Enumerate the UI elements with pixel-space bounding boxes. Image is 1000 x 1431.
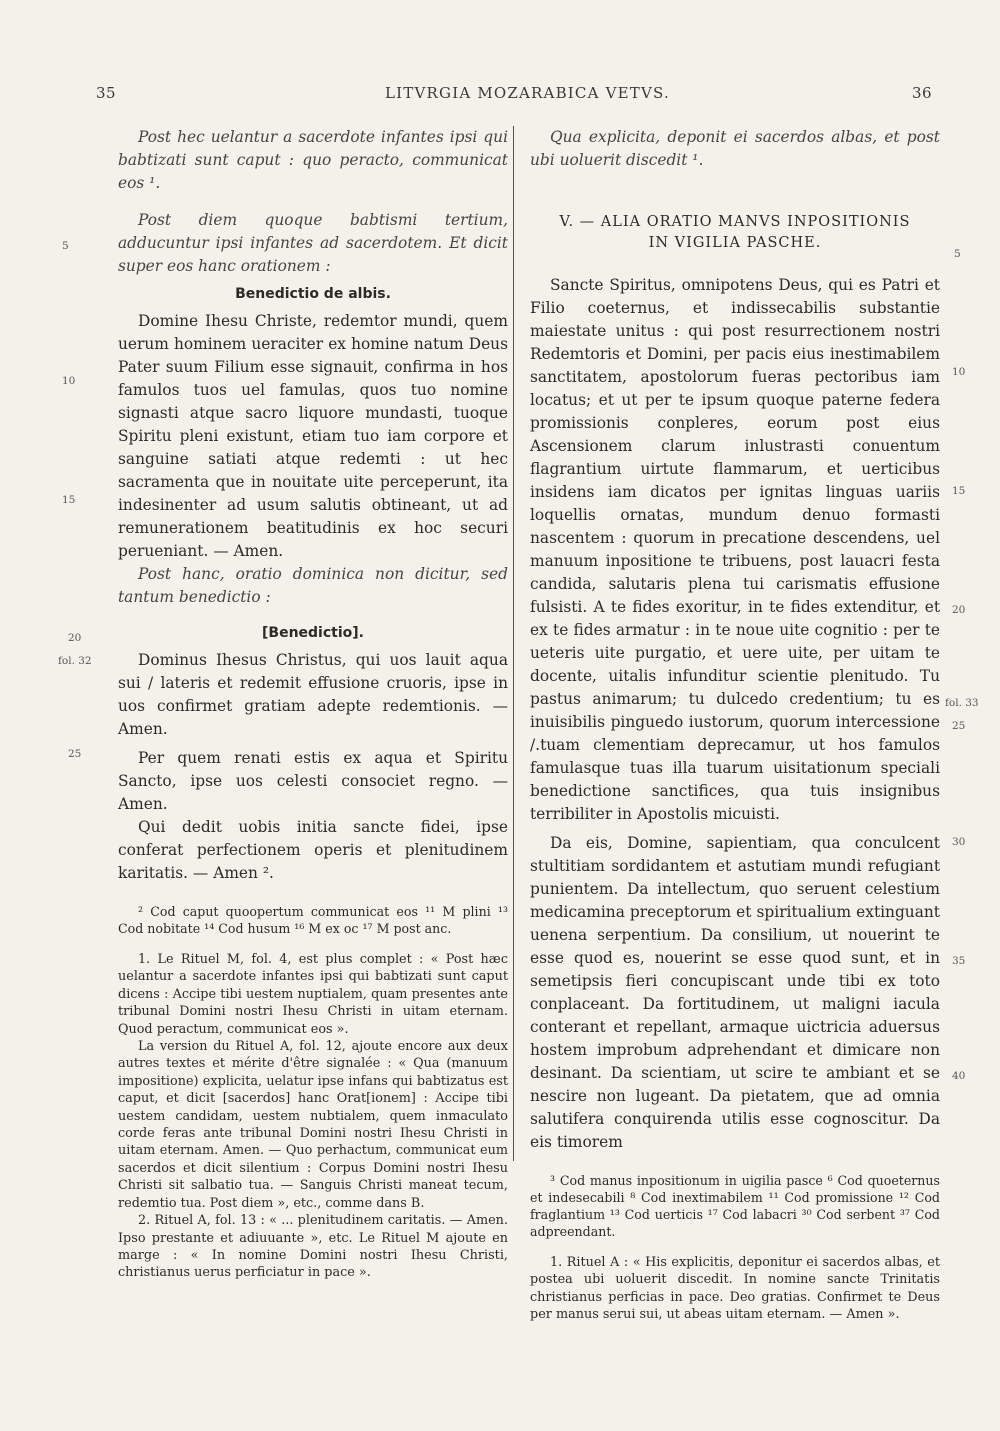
margin-line-40-right: 40 xyxy=(952,1070,966,1082)
margin-line-15-right: 15 xyxy=(952,485,966,497)
margin-line-20: 20 xyxy=(68,632,82,644)
footnote-2-left: 2. Rituel A, fol. 13 : « ... plenitudinem caritatis. — Amen. Ipso prestante et adiuuante », etc. Le Rituel M ajoute en marge : « In nomine Domini nostri Ihesu Christi, christianus uerus perficiatur in pace ». xyxy=(118,1213,508,1281)
footnote-1-right: 1. Rituel A : « His explicitis, deponitur ei sacerdos albas, et postea ubi uoluerit discedit. In nomine sancte Trinitatis christianus perficias in pace. Deo gratias. Confirmet te Deus per manus serui sui, ut abeas uitam eternam. — Amen ». xyxy=(530,1255,940,1323)
margin-line-5-right: 5 xyxy=(954,248,961,260)
section-title-v xyxy=(530,212,940,254)
rubric-veiling: Post hec uelantur a sacerdote infantes ipsi qui babtizati sunt caput : quo peracto, communicat eos ¹. xyxy=(118,128,508,192)
blessing-per-quem: Per quem renati estis ex aqua et Spiritu Sancto, ipse uos celesti consociet regno. — Amen. xyxy=(118,749,508,813)
margin-line-5: 5 xyxy=(62,240,69,252)
rubric-third-day: Post diem quoque babtismi tertium, adducuntur ipsi infantes ad sacerdotem. Et dicit super eos hanc orationem : xyxy=(118,211,508,275)
margin-line-25: 25 xyxy=(68,748,82,760)
rubric-post-hanc: Post hanc, oratio dominica non dicitur, sed tantum benedictio : xyxy=(118,565,508,606)
margin-line-30-right: 30 xyxy=(952,836,966,848)
margin-folio-32: fol. 32 xyxy=(58,655,92,667)
margin-line-20-right: 20 xyxy=(952,604,966,616)
left-page-number: 35 xyxy=(96,84,117,102)
variant-readings-right: ³ Cod manus inpositionum in uigilia pasce ⁶ Cod quoeternus et indesecabili ⁸ Cod inextimabilem ¹¹ Cod promissione ¹² Cod fraglantium ¹³ Cod uerticis ¹⁷ Cod labacri ³⁰ Cod serbent ³⁷ Cod adpreendant. xyxy=(530,1173,940,1239)
blessing-dominus-ihesus: Dominus Ihesus Christus, qui uos lauit aqua sui / lateris et redemit effusione cruoris, ipse in uos confirmet gratiam adepte redemtionis. — Amen. xyxy=(118,651,508,738)
heading-benedictio-de-albis: Benedictio de albis. xyxy=(235,286,391,302)
margin-line-25-right: 25 xyxy=(952,720,966,732)
rubric-qua-explicita: Qua explicita, deponit ei sacerdos albas, et post ubi uoluerit discedit ¹. xyxy=(530,128,940,169)
heading-benedictio-text: [Benedictio]. xyxy=(262,625,364,641)
prayer-da-eis: Da eis, Domine, sapientiam, qua conculcent stultitiam sordidantem et astutiam mundi refugiant punientem. Da intellectum, quo seruent celestium medicamina preceptorum et spiritualium extinguant uenena serpentium. Da consilium, ut nouerint te esse quod es, nouerint se esse quod sunt, et in semetipsis fieri concupiscant unde tibi ex toto conplaceant. Da fortitudinem, ut maligni iacula conterant et repellant, armaque uictricia aduersus hostem improbum adprehendant et dimicare non desinant. Da scientiam, ut scire te ambiant et se nescire non lugeant. Da pietatem, que ad omnia salutifera conquirenda utilis esse cognoscitur. Da eis timorem xyxy=(530,834,940,1151)
right-column xyxy=(530,126,940,1324)
heading-benedictio xyxy=(118,623,508,641)
margin-folio-33: fol. 33 xyxy=(945,697,979,709)
left-column xyxy=(118,126,508,1282)
margin-line-10: 10 xyxy=(62,375,76,387)
footnote-1-continued: La version du Rituel A, fol. 12, ajoute encore aux deux autres textes et mérite d'être signalée : « Qua (manuum impositione) explicita, uelatur ipse infans qui babtizatus est caput, et dicit [sacerdos] hanc Orat[ionem] : Accipe tibi uestem candidam, uestem nubtialem, quem inmaculato corde feras ante tribunal Domini nostri Ihesu Christi in uitam eternam. Amen. — Quo perhactum, communicat eum sacerdos et dicit silentium : Corpus Domini nostri Ihesu Christi sit salbatio tua. — Sanguis Christi maneat tecum, redemtio tua. Post diem », etc., comme dans B. xyxy=(118,1039,508,1211)
margin-line-35-right: 35 xyxy=(952,955,966,967)
section-title-line-1: V. — ALIA ORATIO MANVS INPOSITIONIS xyxy=(559,214,911,230)
variant-readings-left: ² Cod caput quoopertum communicat eos ¹¹ M plini ¹³ Cod nobitate ¹⁴ Cod husum ¹⁶ M ex oc ¹⁷ M post anc. xyxy=(118,904,508,936)
column-divider xyxy=(513,126,514,1161)
blessing-qui-dedit: Qui dedit uobis initia sancte fidei, ipse conferat perfectionem operis et plenitudinem karitatis. — Amen ². xyxy=(118,818,508,882)
prayer-domine-ihesu-christe: Domine Ihesu Christe, redemtor mundi, quem uerum hominem ueraciter ex homine natum Deus Pater suum Filium esse signauit, confirma in hos famulos tuos uel famulas, quos tuo nomine signasti atque sacro liquore mundasti, tuoque Spiritu pleni existunt, etiam tuo iam corpore et sanguine satiati atque redemti : ut hec sacramenta que in nouitate uite perceperunt, ita indesinenter ad usum salutis obtineant, ut ad remunerationem beatitudinis ex hoc securi perueniant. — Amen. xyxy=(118,312,508,560)
right-page-number: 36 xyxy=(912,84,933,102)
margin-line-10-right: 10 xyxy=(952,366,966,378)
footnote-1-left: 1. Le Rituel M, fol. 4, est plus complet : « Post hæc uelantur a sacerdote infantes ipsi qui babtizati sunt caput dicens : Accipe tibi uestem nuptialem, quam presentes ante tribunal Domini nostri Ihesu Christi in uitam eternam. Quod peractum, communicat eos ». xyxy=(118,952,508,1037)
running-title: LITVRGIA MOZARABICA VETVS. xyxy=(385,84,670,102)
section-title-line-2: IN VIGILIA PASCHE. xyxy=(648,235,822,251)
margin-line-15: 15 xyxy=(62,494,76,506)
prayer-sancte-spiritus: Sancte Spiritus, omnipotens Deus, qui es Patri et Filio coeternus, et indissecabilis substantie maiestate unitus : qui post resurrectionem nostri Redemtoris et Domini, per pacis eius inestimabilem sanctitatem, apostolorum fueras pectoribus iam locatus; et ut per te ipsum quoque paterne federa promissionis conpleres, eorum post eius Ascensionem clarum inlustrasti conuentum flagrantium uirtute flammarum, et uerticibus insidens iam dicatos per ignitas linguas uariis loquellis ornatas, mundum denuo formasti nascentem : quorum in precatione descendens, uel manuum inpositione te tribuens, post lauacri festa candida, salutaris plena tui carismatis effusione fulsisti. A te fides exoritur, in te fides extenditur, et ex te fides armatur : in te noue uite cognitio : per te ueteris uite purgatio, et uere uite, per uitam te docente, uitalis infunditur scientie plenitudo. Tu pastus animarum; tu dulcedo credentium; tu es inuisibilis pinguedo iustorum, quorum intercessione /.tuam clementiam deprecamur, ut hos famulos famulasque tuas illa tuarum uisitationum speciali benedictione sanctifices, qua tuis insignibus terribiliter in Apostolis micuisti. xyxy=(530,276,940,823)
